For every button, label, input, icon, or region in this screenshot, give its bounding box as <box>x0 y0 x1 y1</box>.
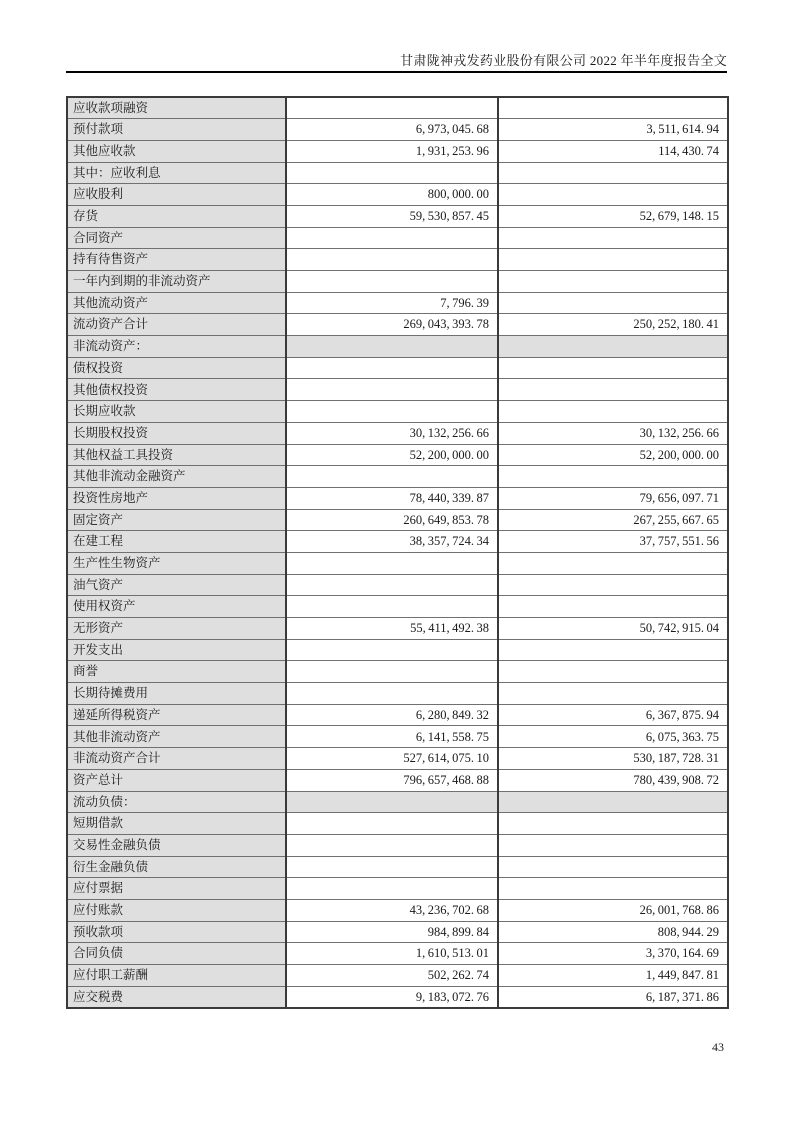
item-label: 其他债权投资 <box>67 379 286 401</box>
prior-period-value: 30, 132, 256. 66 <box>498 422 728 444</box>
prior-period-value <box>498 661 728 683</box>
item-label: 其他权益工具投资 <box>67 444 286 466</box>
prior-period-value: 1, 449, 847. 81 <box>498 965 728 987</box>
prior-period-value <box>498 271 728 293</box>
prior-period-value: 6, 187, 371. 86 <box>498 986 728 1008</box>
item-label: 商誉 <box>67 661 286 683</box>
current-period-value <box>286 856 498 878</box>
prior-period-value: 37, 757, 551. 56 <box>498 531 728 553</box>
table-row <box>67 813 728 835</box>
table-row <box>67 379 728 401</box>
prior-period-value: 267, 255, 667. 65 <box>498 509 728 531</box>
item-label: 存货 <box>67 205 286 227</box>
prior-period-value <box>498 249 728 271</box>
balance-sheet-body <box>67 97 728 1008</box>
current-period-value: 6, 141, 558. 75 <box>286 726 498 748</box>
current-period-value <box>286 97 498 119</box>
item-label: 合同资产 <box>67 227 286 249</box>
table-row <box>67 487 728 509</box>
table-row <box>67 661 728 683</box>
table-row <box>67 314 728 336</box>
table-row <box>67 422 728 444</box>
item-label: 持有待售资产 <box>67 249 286 271</box>
section-header-row <box>67 791 728 813</box>
prior-period-value <box>498 574 728 596</box>
item-label: 短期借款 <box>67 813 286 835</box>
current-period-value <box>286 249 498 271</box>
table-row <box>67 552 728 574</box>
item-label: 递延所得税资产 <box>67 704 286 726</box>
prior-period-value <box>498 878 728 900</box>
current-period-value: 796, 657, 468. 88 <box>286 769 498 791</box>
prior-period-value: 26, 001, 768. 86 <box>498 899 728 921</box>
table-row <box>67 271 728 293</box>
current-period-value <box>286 271 498 293</box>
current-period-value: 30, 132, 256. 66 <box>286 422 498 444</box>
current-period-value: 43, 236, 702. 68 <box>286 899 498 921</box>
prior-period-value: 780, 439, 908. 72 <box>498 769 728 791</box>
header-divider-rule <box>66 71 727 73</box>
current-period-value: 52, 200, 000. 00 <box>286 444 498 466</box>
prior-period-value: 3, 370, 164. 69 <box>498 943 728 965</box>
item-label: 其他流动资产 <box>67 292 286 314</box>
table-row <box>67 596 728 618</box>
table-row <box>67 574 728 596</box>
prior-period-value <box>498 401 728 423</box>
table-row <box>67 119 728 141</box>
current-period-value <box>286 813 498 835</box>
prior-period-value <box>498 357 728 379</box>
current-period-value <box>286 552 498 574</box>
table-row <box>67 292 728 314</box>
item-label: 应收款项融资 <box>67 97 286 119</box>
current-period-value <box>286 596 498 618</box>
current-period-value: 38, 357, 724. 34 <box>286 531 498 553</box>
table-row <box>67 856 728 878</box>
page-number: 43 <box>712 1040 724 1054</box>
current-period-value: 260, 649, 853. 78 <box>286 509 498 531</box>
item-label: 应付账款 <box>67 899 286 921</box>
prior-period-value: 50, 742, 915. 04 <box>498 618 728 640</box>
item-label: 油气资产 <box>67 574 286 596</box>
table-row <box>67 965 728 987</box>
current-period-value: 9, 183, 072. 76 <box>286 986 498 1008</box>
current-period-value: 59, 530, 857. 45 <box>286 205 498 227</box>
current-period-value <box>286 639 498 661</box>
current-period-value: 55, 411, 492. 38 <box>286 618 498 640</box>
current-period-value <box>286 791 498 813</box>
table-row <box>67 639 728 661</box>
current-period-value <box>286 336 498 358</box>
table-row <box>67 834 728 856</box>
item-label: 长期股权投资 <box>67 422 286 444</box>
current-period-value: 6, 973, 045. 68 <box>286 119 498 141</box>
current-period-value <box>286 834 498 856</box>
current-period-value: 527, 614, 075. 10 <box>286 748 498 770</box>
prior-period-value <box>498 683 728 705</box>
current-period-value <box>286 466 498 488</box>
table-row <box>67 531 728 553</box>
table-row <box>67 466 728 488</box>
current-period-value: 78, 440, 339. 87 <box>286 487 498 509</box>
prior-period-value <box>498 834 728 856</box>
table-row <box>67 726 728 748</box>
section-header-row <box>67 336 728 358</box>
current-period-value: 1, 931, 253. 96 <box>286 140 498 162</box>
item-label: 其中：应收利息 <box>67 162 286 184</box>
table-row <box>67 769 728 791</box>
table-row <box>67 618 728 640</box>
table-row <box>67 899 728 921</box>
prior-period-value: 808, 944. 29 <box>498 921 728 943</box>
item-label: 生产性生物资产 <box>67 552 286 574</box>
current-period-value <box>286 401 498 423</box>
item-label: 交易性金融负债 <box>67 834 286 856</box>
item-label: 应收股利 <box>67 184 286 206</box>
table-row <box>67 97 728 119</box>
current-period-value: 502, 262. 74 <box>286 965 498 987</box>
item-label: 固定资产 <box>67 509 286 531</box>
item-label: 投资性房地产 <box>67 487 286 509</box>
item-label: 非流动资产合计 <box>67 748 286 770</box>
prior-period-value: 79, 656, 097. 71 <box>498 487 728 509</box>
item-label: 流动资产合计 <box>67 314 286 336</box>
table-row <box>67 444 728 466</box>
current-period-value: 6, 280, 849. 32 <box>286 704 498 726</box>
table-row <box>67 943 728 965</box>
table-row <box>67 748 728 770</box>
table-row <box>67 357 728 379</box>
current-period-value <box>286 683 498 705</box>
prior-period-value <box>498 162 728 184</box>
table-row <box>67 205 728 227</box>
table-row <box>67 509 728 531</box>
prior-period-value <box>498 791 728 813</box>
prior-period-value: 250, 252, 180. 41 <box>498 314 728 336</box>
prior-period-value <box>498 596 728 618</box>
prior-period-value: 530, 187, 728. 31 <box>498 748 728 770</box>
prior-period-value: 3, 511, 614. 94 <box>498 119 728 141</box>
prior-period-value: 6, 075, 363. 75 <box>498 726 728 748</box>
item-label: 无形资产 <box>67 618 286 640</box>
prior-period-value <box>498 336 728 358</box>
table-row <box>67 249 728 271</box>
prior-period-value: 114, 430. 74 <box>498 140 728 162</box>
current-period-value <box>286 227 498 249</box>
prior-period-value: 52, 200, 000. 00 <box>498 444 728 466</box>
prior-period-value <box>498 184 728 206</box>
table-row <box>67 878 728 900</box>
item-label: 预收款项 <box>67 921 286 943</box>
item-label: 衍生金融负债 <box>67 856 286 878</box>
table-row <box>67 162 728 184</box>
prior-period-value: 52, 679, 148. 15 <box>498 205 728 227</box>
current-period-value: 800, 000. 00 <box>286 184 498 206</box>
current-period-value: 7, 796. 39 <box>286 292 498 314</box>
table-row <box>67 683 728 705</box>
table-row <box>67 140 728 162</box>
table-row <box>67 227 728 249</box>
prior-period-value <box>498 856 728 878</box>
current-period-value: 1, 610, 513. 01 <box>286 943 498 965</box>
item-label: 流动负债： <box>67 791 286 813</box>
item-label: 使用权资产 <box>67 596 286 618</box>
table-row <box>67 986 728 1008</box>
item-label: 在建工程 <box>67 531 286 553</box>
prior-period-value <box>498 466 728 488</box>
report-header-title: 甘肃陇神戎发药业股份有限公司 2022 年半年度报告全文 <box>400 53 727 68</box>
table-row <box>67 704 728 726</box>
prior-period-value <box>498 379 728 401</box>
item-label: 一年内到期的非流动资产 <box>67 271 286 293</box>
prior-period-value <box>498 292 728 314</box>
item-label: 资产总计 <box>67 769 286 791</box>
current-period-value: 984, 899. 84 <box>286 921 498 943</box>
current-period-value <box>286 379 498 401</box>
current-period-value <box>286 357 498 379</box>
item-label: 合同负债 <box>67 943 286 965</box>
item-label: 其他非流动金融资产 <box>67 466 286 488</box>
item-label: 应交税费 <box>67 986 286 1008</box>
item-label: 其他非流动资产 <box>67 726 286 748</box>
item-label: 应付职工薪酬 <box>67 965 286 987</box>
current-period-value <box>286 878 498 900</box>
current-period-value <box>286 661 498 683</box>
table-row <box>67 184 728 206</box>
item-label: 开发支出 <box>67 639 286 661</box>
current-period-value: 269, 043, 393. 78 <box>286 314 498 336</box>
item-label: 长期待摊费用 <box>67 683 286 705</box>
prior-period-value <box>498 227 728 249</box>
item-label: 预付款项 <box>67 119 286 141</box>
prior-period-value <box>498 813 728 835</box>
prior-period-value <box>498 639 728 661</box>
prior-period-value: 6, 367, 875. 94 <box>498 704 728 726</box>
item-label: 应付票据 <box>67 878 286 900</box>
prior-period-value <box>498 552 728 574</box>
item-label: 非流动资产： <box>67 336 286 358</box>
table-row <box>67 921 728 943</box>
item-label: 债权投资 <box>67 357 286 379</box>
balance-sheet-table <box>66 96 729 1009</box>
current-period-value <box>286 162 498 184</box>
prior-period-value <box>498 97 728 119</box>
current-period-value <box>286 574 498 596</box>
table-row <box>67 401 728 423</box>
item-label: 其他应收款 <box>67 140 286 162</box>
item-label: 长期应收款 <box>67 401 286 423</box>
